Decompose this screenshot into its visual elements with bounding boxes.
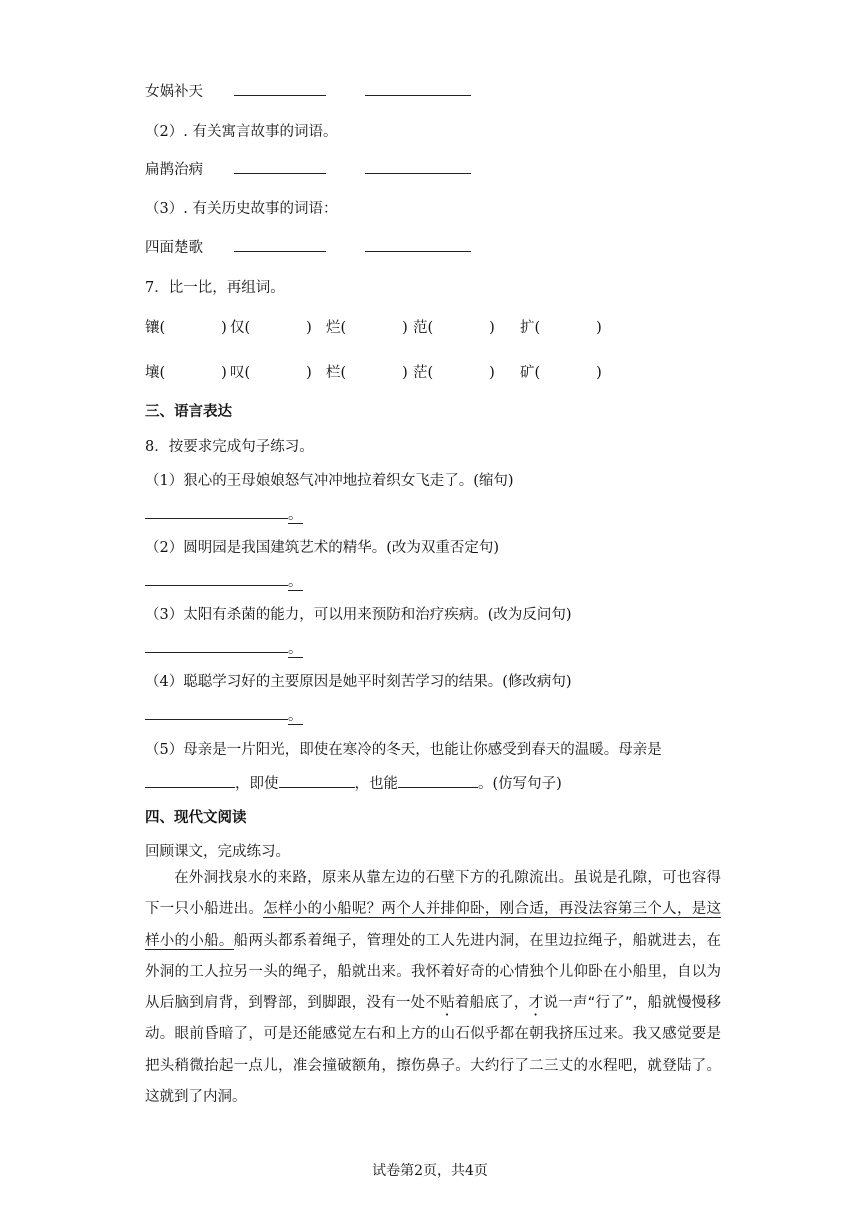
answer-line: 。 bbox=[145, 637, 303, 658]
page-footer: 试卷第2页，共4页 bbox=[372, 1163, 488, 1179]
answer-blank[interactable] bbox=[365, 81, 471, 96]
answer-blank[interactable] bbox=[398, 773, 478, 788]
idiom-word: 女娲补天 bbox=[145, 84, 203, 100]
answer-line: 。 bbox=[145, 503, 303, 524]
sentence-task: （4）聪聪学习好的主要原因是她平时刻苦学习的结果。(修改病句) bbox=[145, 674, 572, 690]
idiom-word: 四面楚歌 bbox=[145, 240, 203, 256]
question-8-title: 8．按要求完成句子练习。 bbox=[145, 439, 314, 455]
reading-passage bbox=[145, 863, 721, 1113]
answer-line: 。 bbox=[145, 570, 303, 591]
dotted-word: 才 bbox=[528, 995, 544, 1012]
idiom-row-1 bbox=[145, 80, 471, 101]
answer-blank[interactable] bbox=[279, 773, 355, 788]
sentence-task: （1）狠心的王母娘娘怒气冲冲地拉着织女飞走了。(缩句) bbox=[145, 473, 514, 489]
section-heading: 四、现代文阅读 bbox=[145, 810, 247, 826]
question-title: （2）. 有关寓言故事的词语。 bbox=[145, 124, 338, 140]
dotted-word: 贴 bbox=[440, 995, 455, 1012]
sentence-task: （3）太阳有杀菌的能力，可以用来预防和治疗疾病。(改为反问句) bbox=[145, 607, 572, 623]
answer-line: 。 bbox=[145, 704, 303, 725]
answer-blank[interactable] bbox=[234, 81, 326, 96]
answer-blank[interactable] bbox=[145, 638, 288, 653]
answer-blank[interactable] bbox=[365, 237, 471, 252]
sentence-task: （5）母亲是一片阳光，即使在寒冷的冬天，也能让你感受到春天的温暖。母亲是 bbox=[145, 742, 662, 758]
answer-blank[interactable] bbox=[145, 705, 288, 720]
question-7-title: 7．比一比，再组词。 bbox=[145, 280, 285, 296]
answer-blank[interactable] bbox=[145, 504, 288, 519]
underlined-sentence: 怎样小的小船呢？两个人并排仰卧，刚合适，再没法容第三个人，是这样小的小船。 bbox=[145, 901, 722, 949]
passage-paragraph: 在外洞找泉水的来路，原来从靠左边的石壁下方的孔隙流出。虽说是孔隙，可也容得下一只小船进出。怎样小的小船呢？两个人并排仰卧，刚合适，再没法容第三个人，是这样小的小船。船两头都系着绳子，管理处的工人先进内洞，在里边拉绳子，船就进去，在外洞的工人拉另一头的绳子，船就出来。我怀着好奇的心情独个儿仰卧在小船里，自以为从后脑到肩背，到臀部，到脚跟，没有一处不贴着船底了，才说一声“行了”，船就慢慢移动。眼前昏暗了，可是还能感觉左右和上方的山石似乎都在朝我挤压过来。我又感觉要是把头稍微抬起一点儿，准会撞破额角，擦伤鼻子。大约行了二三丈的水程吧，就登陆了。这就到了内洞。 bbox=[145, 870, 722, 1106]
compare-item: 壤( ) bbox=[145, 365, 227, 381]
compare-item: 叹( ) bbox=[230, 365, 312, 381]
compare-item: 栏( ) bbox=[326, 365, 408, 381]
compare-item: 烂( ) bbox=[326, 320, 408, 336]
compare-item: 仅( ) bbox=[230, 320, 312, 336]
section-intro: 回顾课文，完成练习。 bbox=[145, 844, 290, 860]
compare-item: 扩( ) bbox=[520, 320, 602, 336]
question-title: （3）. 有关历史故事的词语： bbox=[145, 201, 338, 217]
idiom-row-2 bbox=[145, 158, 471, 179]
compare-item: 矿( ) bbox=[520, 365, 602, 381]
compare-item: 茫( ) bbox=[413, 365, 495, 381]
answer-blank[interactable] bbox=[145, 571, 288, 586]
answer-blank[interactable] bbox=[234, 237, 326, 252]
answer-blank[interactable] bbox=[145, 773, 235, 788]
idiom-row-3 bbox=[145, 236, 471, 257]
answer-blank[interactable] bbox=[234, 159, 326, 174]
imitation-answer-line: ，即使 ，也能 。(仿写句子) bbox=[145, 772, 562, 793]
section-heading: 三、语言表达 bbox=[145, 404, 232, 420]
answer-blank[interactable] bbox=[365, 159, 471, 174]
compare-item: 镶( ) bbox=[145, 320, 227, 336]
idiom-word: 扁鹊治病 bbox=[145, 162, 203, 178]
sentence-task: （2）圆明园是我国建筑艺术的精华。(改为双重否定句) bbox=[145, 540, 500, 556]
compare-item: 范( ) bbox=[413, 320, 495, 336]
